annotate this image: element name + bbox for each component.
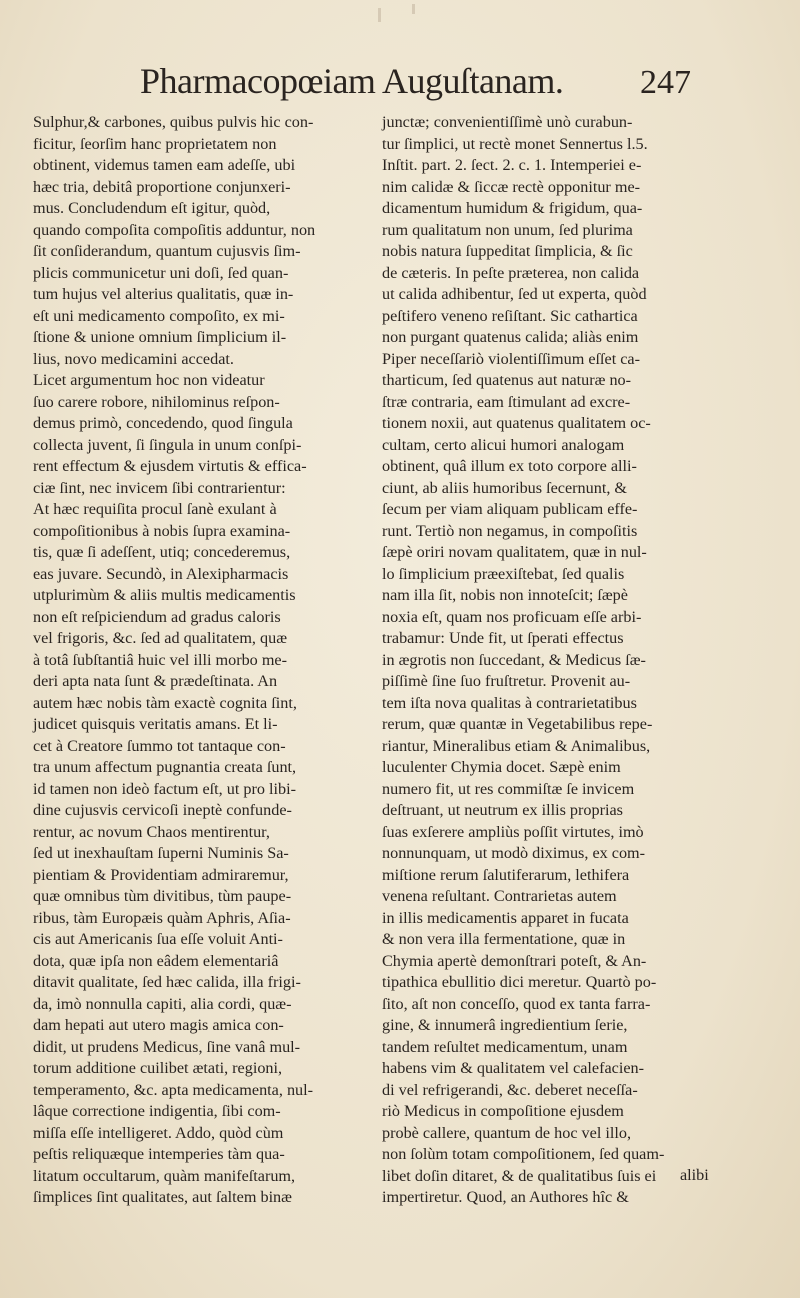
text-line: ſed ut inexhauſtam ſuperni Numinis Sa- xyxy=(33,844,289,862)
text-line: quando compoſita compoſitis adduntur, non xyxy=(33,220,316,239)
text-line: habens vim & qualitatem vel calefacien- xyxy=(382,1059,645,1077)
text-line: Piper neceſſariò violentiſſimum eſſet ca- xyxy=(382,349,641,368)
text-line: dine cujusvis cervicoſi ineptè confunde- xyxy=(33,801,292,819)
text-line: rerum, quæ quantæ in Vegetabilibus repe- xyxy=(382,715,653,733)
text-line: nam illa ſit, nobis non innoteſcit; ſæpè xyxy=(382,586,628,604)
text-line: numero fit, ut res commiſtæ ſe invicem xyxy=(382,779,635,798)
text-line: tandem reſultet medicamentum, unam xyxy=(382,1037,628,1056)
text-line: gine, & innumerâ ingredientium ſerie, xyxy=(382,1016,628,1034)
text-line: miſtione rerum ſalutiferarum, lethifera xyxy=(382,865,630,884)
text-line: piſſimè ſine ſuo fruſtretur. Provenit au- xyxy=(382,672,631,690)
text-line: autem hæc nobis tàm exactè cognita ſint, xyxy=(33,693,297,712)
text-line: riantur, Mineralibus etiam & Animalibus, xyxy=(382,736,651,755)
left-text-column xyxy=(33,112,363,1209)
text-line: lo ſimplicium præexiſtebat, ſed qualis xyxy=(382,564,625,583)
text-line: luculenter Chymia docet. Sæpè enim xyxy=(382,758,621,776)
text-line: didit, ut prudens Medicus, ſine vanâ mul- xyxy=(33,1037,301,1056)
text-line: eſt uni medicamento compoſito, ex mi- xyxy=(33,306,285,325)
text-line: demus primò, concedendo, quod ſingula xyxy=(33,414,293,432)
running-title: Pharmacopœiam Auguſtanam. xyxy=(140,61,564,101)
text-line: vel frigoris, &c. ſed ad qualitatem, quæ xyxy=(33,629,287,647)
text-line: collecta juvent, ſi ſingula in unum conſpi- xyxy=(33,435,302,454)
text-line: utplurimùm & aliis multis medicamentis xyxy=(33,586,296,604)
page-blemish xyxy=(378,8,381,22)
text-line: Inſtit. part. 2. ſect. 2. c. 1. Intemperiei e- xyxy=(382,156,642,174)
text-line: & non vera illa fermentatione, quæ in xyxy=(382,930,626,948)
text-line: lius, novo medicamini accedat. xyxy=(33,349,234,368)
text-line: rum qualitatum non unum, ſed plurima xyxy=(382,220,633,239)
text-line: cis aut Americanis ſua eſſe voluit Anti- xyxy=(33,930,283,948)
text-line: ribus, tàm Europæis quàm Aphris, Aſia- xyxy=(33,908,291,927)
text-line: runt. Tertiò non negamus, in compoſitis xyxy=(382,521,638,540)
text-line: peſtifero veneno reſiſtant. Sic cathartica xyxy=(382,306,638,325)
text-line: rent effectum & ejusdem virtutis & effica- xyxy=(33,457,307,475)
text-line: hæc tria, debitâ proportione conjunxeri- xyxy=(33,177,291,196)
text-line: ſuas exſerere ampliùs poſſit virtutes, imò xyxy=(382,822,644,841)
right-text-column xyxy=(382,112,712,1209)
text-line: nobis natura ſuppeditat ſimplicia, & ſic xyxy=(382,242,633,260)
page-header xyxy=(0,60,800,110)
page-blemish xyxy=(412,4,415,14)
text-line: tum hujus vel alterius qualitatis, quæ in- xyxy=(33,285,294,303)
text-line: ſuo carere robore, nihilominus reſpon- xyxy=(33,392,280,411)
text-line: Chymia apertè demonſtrari poteſt, & An- xyxy=(382,951,647,970)
text-line: non purgant quatenus calida; aliàs enim xyxy=(382,328,639,346)
text-line: mus. Concludendum eſt igitur, quòd, xyxy=(33,199,271,217)
text-line: riò Medicus in compoſitione ejusdem xyxy=(382,1102,624,1120)
text-line: temperamento, &c. apta medicamenta, nul- xyxy=(33,1080,314,1099)
text-line: dota, quæ ipſa non eâdem elementariâ xyxy=(33,951,279,970)
text-line: in illis medicamentis apparet in fucata xyxy=(382,908,629,927)
text-line: ditavit qualitate, ſed hæc calida, illa frigi- xyxy=(33,973,301,991)
text-line: obtinent, quâ illum ex toto corpore alli- xyxy=(382,457,637,475)
text-line: Licet argumentum hoc non videatur xyxy=(33,371,265,389)
text-line: ſimplices ſint qualitates, aut ſaltem binæ xyxy=(33,1188,292,1206)
text-line: miſſa eſſe intelligeret. Addo, quòd cùm xyxy=(33,1123,284,1142)
text-line: ſit conſiderandum, quantum cujusvis ſim- xyxy=(33,242,301,260)
catchword: alibi xyxy=(680,1166,709,1184)
text-line: di vel refrigerandi, &c. deberet neceſſa- xyxy=(382,1080,638,1099)
text-line: trabamur: Unde fit, ut ſperati effectus xyxy=(382,629,624,647)
text-line: ficitur, ſeorſim hanc proprietatem non xyxy=(33,134,277,153)
text-line: id tamen non ideò factum eſt, ut pro libi- xyxy=(33,779,296,798)
text-line: cet à Creatore ſummo tot tantaque con- xyxy=(33,736,286,755)
text-line: noxia eſt, quam nos proficuam eſſe arbi- xyxy=(382,607,642,626)
text-line: tionem noxii, aut quatenus qualitatem oc- xyxy=(382,414,651,432)
text-line: deri apta nata ſunt & prædeſtinata. An xyxy=(33,672,278,690)
text-line: impertiretur. Quod, an Authores hîc & xyxy=(382,1188,629,1206)
text-line: ſæpè oriri novam qualitatem, quæ in nul- xyxy=(382,543,647,561)
text-line: libet doſin ditaret, & de qualitatibus ſuis ei xyxy=(382,1166,657,1185)
text-line: venena reſultant. Contrarietas autem xyxy=(382,887,617,905)
text-line: pientiam & Providentiam admiraremur, xyxy=(33,865,289,884)
text-line: da, imò nonnulla capiti, alia cordi, quæ- xyxy=(33,994,292,1013)
text-line: deſtruant, ut neutrum ex illis proprias xyxy=(382,801,623,819)
text-line: tharticum, ſed quatenus aut naturæ no- xyxy=(382,371,632,389)
text-line: obtinent, videmus tamen eam adeſſe, ubi xyxy=(33,156,296,174)
text-line: non eſt reſpiciendum ad gradus caloris xyxy=(33,607,281,626)
text-line: peſtis reliquæque intemperies tàm qua- xyxy=(33,1145,285,1163)
page-number: 247 xyxy=(640,64,691,101)
text-line: At hæc requiſita procul ſanè exulant à xyxy=(33,500,277,518)
text-line: Sulphur,& carbones, quibus pulvis hic con- xyxy=(33,113,314,131)
text-line: tur ſimplici, ut rectè monet Sennertus l.5. xyxy=(382,134,648,153)
text-line: nim calidæ & ſiccæ rectè opponitur me- xyxy=(382,177,641,196)
text-line: lâque correctione indigentia, ſibi com- xyxy=(33,1102,281,1120)
text-line: litatum occultarum, quàm manifeſtarum, xyxy=(33,1166,296,1185)
text-line: ut calida adhibentur, ſed ut experta, quòd xyxy=(382,285,647,303)
text-line: ſecum per viam aliquam publicam effe- xyxy=(382,500,638,518)
text-line: à totâ ſubſtantiâ huic vel illi morbo me- xyxy=(33,650,287,669)
text-line: compoſitionibus à nobis ſupra examina- xyxy=(33,521,291,540)
text-line: ciæ ſint, nec invicem ſibi contrarientur: xyxy=(33,478,286,497)
text-line: dicamentum humidum & frigidum, qua- xyxy=(382,199,643,217)
text-line: tis, quæ ſi adeſſent, utiq; concederemus, xyxy=(33,543,291,561)
text-line: ſito, aſt non conceſſo, quod ex tanta farra- xyxy=(382,994,651,1013)
text-line: junctæ; convenientiſſimè unò curabun- xyxy=(382,113,633,131)
text-line: cultam, certo alicui humori analogam xyxy=(382,435,625,454)
text-line: de cæteris. In peſte præterea, non calida xyxy=(382,263,640,282)
text-line: eas juvare. Secundò, in Alexipharmacis xyxy=(33,564,289,583)
text-line: nonnunquam, ut modò diximus, ex com- xyxy=(382,844,646,862)
text-line: non ſolùm totam compoſitionem, ſed quam- xyxy=(382,1145,665,1163)
text-line: torum additione cuilibet ætati, regioni, xyxy=(33,1059,283,1077)
text-line: dam hepati aut utero magis amica con- xyxy=(33,1016,284,1034)
text-line: rentur, ac novum Chaos mentirentur, xyxy=(33,822,270,841)
text-line: ſtræ contraria, eam ſtimulant ad excre- xyxy=(382,392,631,411)
text-line: ſtione & unione omnium ſimplicium il- xyxy=(33,328,287,346)
text-line: tem iſta nova qualitas à contrarietatibus xyxy=(382,693,637,712)
text-line: plicis communicetur uni doſi, ſed quan- xyxy=(33,263,289,282)
text-line: tra unum affectum pugnantia creata ſunt, xyxy=(33,758,297,776)
text-line: ciunt, ab aliis humoribus ſecernunt, & xyxy=(382,478,628,497)
text-line: judicet quisquis veritatis amans. Et li- xyxy=(33,715,278,733)
text-line: tipathica ebullitio dici meretur. Quartò po- xyxy=(382,973,657,991)
text-line: probè callere, quantum de hoc vel illo, xyxy=(382,1123,632,1142)
text-line: in ægrotis non ſuccedant, & Medicus ſæ- xyxy=(382,650,646,669)
text-line: quæ omnibus tùm divitibus, tùm paupe- xyxy=(33,887,292,905)
